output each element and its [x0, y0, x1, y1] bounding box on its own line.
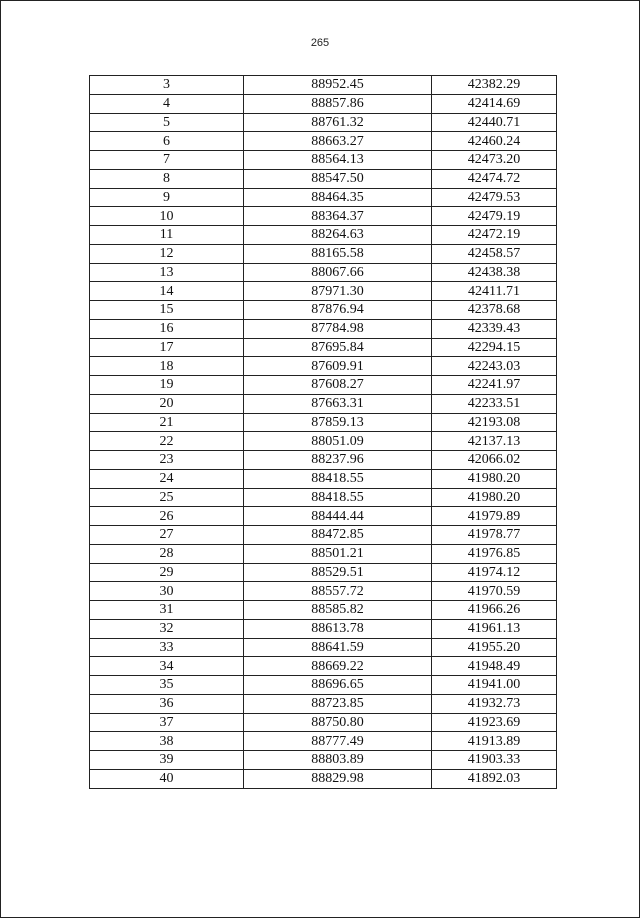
- y-coordinate-cell: 42294.15: [432, 338, 557, 357]
- table-row: [90, 76, 557, 95]
- x-coordinate-cell: 87971.30: [244, 282, 432, 301]
- x-coordinate-cell: 87784.98: [244, 319, 432, 338]
- y-coordinate-cell: 42438.38: [432, 263, 557, 282]
- coordinates-table-body: [90, 76, 557, 789]
- table-row: [90, 113, 557, 132]
- table-row: [90, 394, 557, 413]
- point-number-cell: 23: [90, 451, 244, 470]
- table-row: [90, 338, 557, 357]
- y-coordinate-cell: 42473.20: [432, 151, 557, 170]
- point-number-cell: 4: [90, 94, 244, 113]
- x-coordinate-cell: 88641.59: [244, 638, 432, 657]
- table-row: [90, 769, 557, 788]
- x-coordinate-cell: 88547.50: [244, 169, 432, 188]
- point-number-cell: 18: [90, 357, 244, 376]
- table-row: [90, 244, 557, 263]
- point-number-cell: 38: [90, 732, 244, 751]
- table-row: [90, 563, 557, 582]
- x-coordinate-cell: 88051.09: [244, 432, 432, 451]
- x-coordinate-cell: 88501.21: [244, 544, 432, 563]
- y-coordinate-cell: 42472.19: [432, 226, 557, 245]
- y-coordinate-cell: 41923.69: [432, 713, 557, 732]
- y-coordinate-cell: 42479.53: [432, 188, 557, 207]
- x-coordinate-cell: 87859.13: [244, 413, 432, 432]
- table-row: [90, 226, 557, 245]
- x-coordinate-cell: 88464.35: [244, 188, 432, 207]
- y-coordinate-cell: 42241.97: [432, 376, 557, 395]
- point-number-cell: 19: [90, 376, 244, 395]
- point-number-cell: 8: [90, 169, 244, 188]
- x-coordinate-cell: 88829.98: [244, 769, 432, 788]
- x-coordinate-cell: 87876.94: [244, 301, 432, 320]
- table-row: [90, 451, 557, 470]
- y-coordinate-cell: 42339.43: [432, 319, 557, 338]
- y-coordinate-cell: 42378.68: [432, 301, 557, 320]
- table-row: [90, 132, 557, 151]
- y-coordinate-cell: 42440.71: [432, 113, 557, 132]
- point-number-cell: 36: [90, 694, 244, 713]
- point-number-cell: 34: [90, 657, 244, 676]
- table-row: [90, 263, 557, 282]
- x-coordinate-cell: 88750.80: [244, 713, 432, 732]
- table-row: [90, 544, 557, 563]
- x-coordinate-cell: 87695.84: [244, 338, 432, 357]
- y-coordinate-cell: 42479.19: [432, 207, 557, 226]
- y-coordinate-cell: 41966.26: [432, 601, 557, 620]
- x-coordinate-cell: 88663.27: [244, 132, 432, 151]
- table-row: [90, 488, 557, 507]
- point-number-cell: 7: [90, 151, 244, 170]
- table-row: [90, 282, 557, 301]
- y-coordinate-cell: 41932.73: [432, 694, 557, 713]
- point-number-cell: 12: [90, 244, 244, 263]
- point-number-cell: 37: [90, 713, 244, 732]
- y-coordinate-cell: 42233.51: [432, 394, 557, 413]
- y-coordinate-cell: 41903.33: [432, 751, 557, 770]
- point-number-cell: 11: [90, 226, 244, 245]
- point-number-cell: 14: [90, 282, 244, 301]
- x-coordinate-cell: 88472.85: [244, 526, 432, 545]
- y-coordinate-cell: 41941.00: [432, 676, 557, 695]
- y-coordinate-cell: 42137.13: [432, 432, 557, 451]
- table-row: [90, 732, 557, 751]
- x-coordinate-cell: 88669.22: [244, 657, 432, 676]
- x-coordinate-cell: 88264.63: [244, 226, 432, 245]
- table-row: [90, 676, 557, 695]
- x-coordinate-cell: 88952.45: [244, 76, 432, 95]
- y-coordinate-cell: 41974.12: [432, 563, 557, 582]
- point-number-cell: 15: [90, 301, 244, 320]
- point-number-cell: 3: [90, 76, 244, 95]
- table-row: [90, 507, 557, 526]
- table-row: [90, 657, 557, 676]
- table-row: [90, 169, 557, 188]
- point-number-cell: 22: [90, 432, 244, 451]
- table-row: [90, 694, 557, 713]
- coordinates-table: [89, 75, 557, 789]
- table-row: [90, 751, 557, 770]
- y-coordinate-cell: 41948.49: [432, 657, 557, 676]
- x-coordinate-cell: 88777.49: [244, 732, 432, 751]
- table-row: [90, 619, 557, 638]
- table-row: [90, 432, 557, 451]
- x-coordinate-cell: 88723.85: [244, 694, 432, 713]
- table-row: [90, 469, 557, 488]
- point-number-cell: 27: [90, 526, 244, 545]
- y-coordinate-cell: 41979.89: [432, 507, 557, 526]
- point-number-cell: 25: [90, 488, 244, 507]
- x-coordinate-cell: 88237.96: [244, 451, 432, 470]
- y-coordinate-cell: 41980.20: [432, 488, 557, 507]
- x-coordinate-cell: 88364.37: [244, 207, 432, 226]
- table-row: [90, 301, 557, 320]
- table-row: [90, 582, 557, 601]
- x-coordinate-cell: 88564.13: [244, 151, 432, 170]
- x-coordinate-cell: 88803.89: [244, 751, 432, 770]
- x-coordinate-cell: 88557.72: [244, 582, 432, 601]
- point-number-cell: 31: [90, 601, 244, 620]
- point-number-cell: 26: [90, 507, 244, 526]
- point-number-cell: 28: [90, 544, 244, 563]
- x-coordinate-cell: 88857.86: [244, 94, 432, 113]
- y-coordinate-cell: 42382.29: [432, 76, 557, 95]
- x-coordinate-cell: 88418.55: [244, 488, 432, 507]
- x-coordinate-cell: 88418.55: [244, 469, 432, 488]
- x-coordinate-cell: 88761.32: [244, 113, 432, 132]
- table-row: [90, 413, 557, 432]
- x-coordinate-cell: 88529.51: [244, 563, 432, 582]
- y-coordinate-cell: 42458.57: [432, 244, 557, 263]
- x-coordinate-cell: 87663.31: [244, 394, 432, 413]
- y-coordinate-cell: 42474.72: [432, 169, 557, 188]
- point-number-cell: 6: [90, 132, 244, 151]
- y-coordinate-cell: 41980.20: [432, 469, 557, 488]
- x-coordinate-cell: 87608.27: [244, 376, 432, 395]
- table-row: [90, 319, 557, 338]
- table-row: [90, 638, 557, 657]
- y-coordinate-cell: 41913.89: [432, 732, 557, 751]
- x-coordinate-cell: 88444.44: [244, 507, 432, 526]
- point-number-cell: 30: [90, 582, 244, 601]
- page-number: 265: [310, 37, 330, 49]
- table-row: [90, 526, 557, 545]
- y-coordinate-cell: 42193.08: [432, 413, 557, 432]
- table-row: [90, 207, 557, 226]
- point-number-cell: 40: [90, 769, 244, 788]
- y-coordinate-cell: 42066.02: [432, 451, 557, 470]
- x-coordinate-cell: 87609.91: [244, 357, 432, 376]
- point-number-cell: 39: [90, 751, 244, 770]
- y-coordinate-cell: 41892.03: [432, 769, 557, 788]
- y-coordinate-cell: 41961.13: [432, 619, 557, 638]
- point-number-cell: 5: [90, 113, 244, 132]
- point-number-cell: 10: [90, 207, 244, 226]
- x-coordinate-cell: 88696.65: [244, 676, 432, 695]
- x-coordinate-cell: 88067.66: [244, 263, 432, 282]
- y-coordinate-cell: 41955.20: [432, 638, 557, 657]
- y-coordinate-cell: 42460.24: [432, 132, 557, 151]
- table-row: [90, 601, 557, 620]
- point-number-cell: 33: [90, 638, 244, 657]
- point-number-cell: 21: [90, 413, 244, 432]
- point-number-cell: 9: [90, 188, 244, 207]
- table-row: [90, 713, 557, 732]
- table-row: [90, 376, 557, 395]
- x-coordinate-cell: 88585.82: [244, 601, 432, 620]
- x-coordinate-cell: 88613.78: [244, 619, 432, 638]
- point-number-cell: 13: [90, 263, 244, 282]
- table-row: [90, 94, 557, 113]
- y-coordinate-cell: 41970.59: [432, 582, 557, 601]
- y-coordinate-cell: 42414.69: [432, 94, 557, 113]
- point-number-cell: 29: [90, 563, 244, 582]
- y-coordinate-cell: 42243.03: [432, 357, 557, 376]
- y-coordinate-cell: 41976.85: [432, 544, 557, 563]
- point-number-cell: 20: [90, 394, 244, 413]
- point-number-cell: 32: [90, 619, 244, 638]
- y-coordinate-cell: 42411.71: [432, 282, 557, 301]
- point-number-cell: 35: [90, 676, 244, 695]
- point-number-cell: 24: [90, 469, 244, 488]
- table-row: [90, 188, 557, 207]
- point-number-cell: 17: [90, 338, 244, 357]
- table-row: [90, 357, 557, 376]
- point-number-cell: 16: [90, 319, 244, 338]
- y-coordinate-cell: 41978.77: [432, 526, 557, 545]
- x-coordinate-cell: 88165.58: [244, 244, 432, 263]
- table-row: [90, 151, 557, 170]
